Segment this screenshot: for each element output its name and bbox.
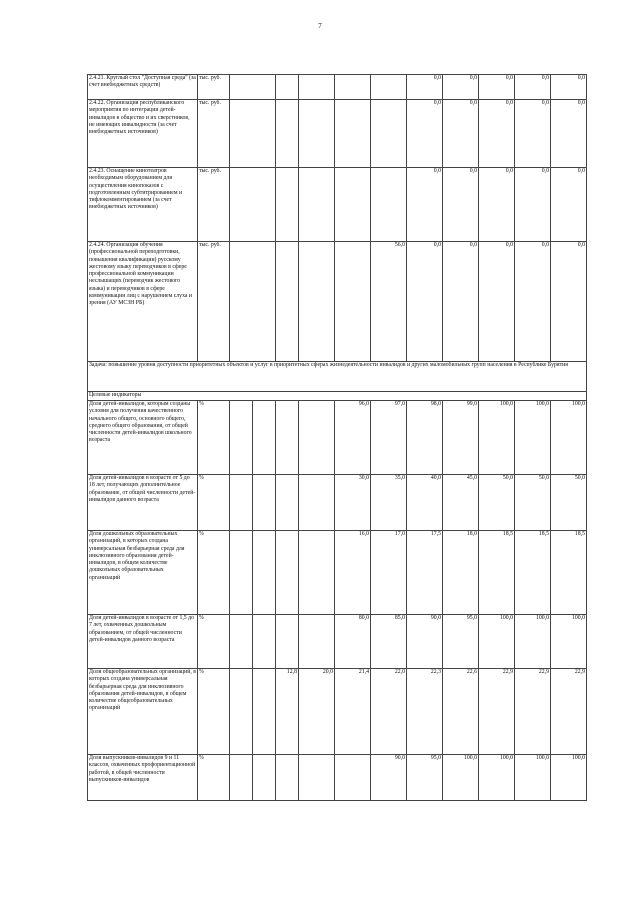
value-cell: 0,0 xyxy=(407,242,443,362)
indicator-value-cell: 100,0 xyxy=(515,615,551,669)
indicator-value-cell: 100,0 xyxy=(479,755,515,801)
value-cell xyxy=(335,75,371,100)
value-cell xyxy=(371,75,407,100)
indicator-value-cell xyxy=(335,755,371,801)
value-cell: 0,0 xyxy=(515,75,551,100)
indicator-name: Доля выпускников-инвалидов 9 и 11 классов, охваченных профориентационной работой, в общей численности выпускников-инвалидов xyxy=(88,755,198,801)
indicator-value-cell: 18,5 xyxy=(479,531,515,615)
indicator-value-cell: 97,0 xyxy=(371,401,407,475)
indicator-value-cell xyxy=(230,755,253,801)
indicator-value-cell xyxy=(276,475,299,531)
value-cell xyxy=(230,242,276,362)
value-cell: 0,0 xyxy=(515,168,551,242)
value-cell: 0,0 xyxy=(443,168,479,242)
indicators-header: Целевые индикаторы xyxy=(88,392,587,401)
indicator-value-cell: 20,0 xyxy=(299,669,335,755)
value-cell: 0,0 xyxy=(515,242,551,362)
indicator-value-cell: 22,6 xyxy=(443,669,479,755)
indicator-value-cell: 22,9 xyxy=(479,669,515,755)
row-name: 2.4.23. Оснащение кинотеатров необходимым оборудованием для осуществления кинопоказов с подготовленным субтитрированием и тифлокомментированием (за счет внебюджетных источников) xyxy=(88,168,198,242)
page-number: 7 xyxy=(318,22,322,30)
indicator-value-cell: 12,8 xyxy=(276,669,299,755)
indicator-value-cell: 18,5 xyxy=(551,531,587,615)
row-unit: тыс. руб. xyxy=(198,100,230,168)
indicator-value-cell: 50,0 xyxy=(479,475,515,531)
table-row xyxy=(88,100,587,168)
value-cell: 0,0 xyxy=(443,100,479,168)
value-cell: 0,0 xyxy=(407,100,443,168)
indicator-value-cell: 100,0 xyxy=(479,401,515,475)
value-cell xyxy=(299,168,335,242)
indicator-value-cell xyxy=(276,755,299,801)
row-name: 2.4.22. Организация республиканского мероприятия по интеграции детей-инвалидов в общество и их сверстников, не имеющих инвалидности (за счет внебюджетных источников) xyxy=(88,100,198,168)
indicators-header-row xyxy=(88,392,587,401)
indicator-name: Доля дошкольных образовательных организаций, в которых создана универсальная безбарьерная среда для инклюзивного образования детей-инвалидов, в общем количестве дошкольных образовательных организаций xyxy=(88,531,198,615)
indicator-unit: % xyxy=(198,669,230,755)
indicator-value-cell xyxy=(299,475,335,531)
indicator-value-cell: 100,0 xyxy=(551,755,587,801)
indicator-value-cell: 17,0 xyxy=(371,531,407,615)
indicator-value-cell: 30,0 xyxy=(335,475,371,531)
indicator-value-cell xyxy=(230,669,253,755)
indicator-value-cell: 90,0 xyxy=(371,755,407,801)
indicator-value-cell: 45,0 xyxy=(443,475,479,531)
indicator-value-cell: 22,3 xyxy=(407,669,443,755)
value-cell xyxy=(276,100,299,168)
indicator-unit: % xyxy=(198,401,230,475)
table-row xyxy=(88,531,587,615)
indicator-value-cell xyxy=(253,615,276,669)
indicator-value-cell: 50,0 xyxy=(551,475,587,531)
value-cell: 0,0 xyxy=(479,168,515,242)
value-cell: 0,0 xyxy=(479,242,515,362)
program-table xyxy=(87,74,587,801)
row-unit: тыс. руб. xyxy=(198,75,230,100)
value-cell: 0,0 xyxy=(551,242,587,362)
table-row xyxy=(88,669,587,755)
row-name: 2.4.21. Круглый стол "Доступная среда" (за счет внебюджетных средств) xyxy=(88,75,198,100)
indicator-name: Доля детей-инвалидов в возрасте от 5 до 18 лет, получающих дополнительное образование, от общей численности детей-инвалидов данного возраста xyxy=(88,475,198,531)
indicator-name: Доля детей-инвалидов в возрасте от 1,5 до 7 лет, охваченных дошкольным образованием, от общей численности детей-инвалидов данного возраста xyxy=(88,615,198,669)
value-cell: 0,0 xyxy=(479,100,515,168)
indicator-value-cell: 17,5 xyxy=(407,531,443,615)
indicator-value-cell: 100,0 xyxy=(515,401,551,475)
indicator-unit: % xyxy=(198,531,230,615)
indicator-value-cell: 85,0 xyxy=(371,615,407,669)
indicator-value-cell xyxy=(253,669,276,755)
indicator-unit: % xyxy=(198,755,230,801)
table-row xyxy=(88,755,587,801)
indicator-value-cell: 22,9 xyxy=(551,669,587,755)
indicator-value-cell: 40,0 xyxy=(407,475,443,531)
indicator-value-cell xyxy=(276,615,299,669)
indicator-value-cell: 22,0 xyxy=(371,669,407,755)
row-unit: тыс. руб. xyxy=(198,168,230,242)
indicator-value-cell: 99,0 xyxy=(443,401,479,475)
table-row xyxy=(88,242,587,362)
table-row xyxy=(88,75,587,100)
value-cell: 0,0 xyxy=(551,100,587,168)
table-row xyxy=(88,615,587,669)
value-cell: 0,0 xyxy=(407,168,443,242)
indicator-value-cell: 90,0 xyxy=(407,615,443,669)
indicator-value-cell: 100,0 xyxy=(443,755,479,801)
value-cell xyxy=(230,100,276,168)
indicator-value-cell: 100,0 xyxy=(551,615,587,669)
row-name: 2.4.24. Организация обучения (профессиональной переподготовки, повышения квалификации) русскому жестовому языку переводчиков в сфере профессиональной коммуникации неслышащих (переводчик жестового языка) и переводчиков в сфере коммуникации лиц с нарушением слуха и зрения (АУ МСЗН РБ) xyxy=(88,242,198,362)
indicator-value-cell: 50,0 xyxy=(515,475,551,531)
value-cell xyxy=(230,168,276,242)
indicator-value-cell: 100,0 xyxy=(515,755,551,801)
value-cell xyxy=(335,100,371,168)
value-cell: 0,0 xyxy=(407,75,443,100)
indicator-value-cell xyxy=(230,531,253,615)
value-cell: 0,0 xyxy=(443,242,479,362)
indicator-value-cell: 80,0 xyxy=(335,615,371,669)
value-cell xyxy=(335,242,371,362)
indicator-name: Доля общеобразовательных организаций, в которых создана универсальная безбарьерная среда для инклюзивного образования детей-инвалидов, в общем количестве общеобразовательных организаций xyxy=(88,669,198,755)
value-cell: 0,0 xyxy=(515,100,551,168)
indicator-value-cell xyxy=(253,401,276,475)
indicator-value-cell xyxy=(299,531,335,615)
indicator-value-cell xyxy=(299,755,335,801)
indicator-name: Доля детей-инвалидов, которым созданы условия для получения качественного начального общего, основного общего, среднего общего образования, от общей численности детей-инвалидов школьного возраста xyxy=(88,401,198,475)
value-cell xyxy=(299,100,335,168)
value-cell: 0,0 xyxy=(551,75,587,100)
value-cell xyxy=(371,168,407,242)
indicator-value-cell: 35,0 xyxy=(371,475,407,531)
indicator-value-cell: 96,0 xyxy=(335,401,371,475)
indicator-value-cell xyxy=(230,401,253,475)
table-row xyxy=(88,168,587,242)
value-cell: 0,0 xyxy=(443,75,479,100)
indicator-unit: % xyxy=(198,475,230,531)
value-cell: 0,0 xyxy=(479,75,515,100)
row-unit: тыс. руб. xyxy=(198,242,230,362)
indicator-value-cell: 22,9 xyxy=(515,669,551,755)
indicator-value-cell: 21,4 xyxy=(335,669,371,755)
value-cell xyxy=(230,75,276,100)
table-row xyxy=(88,475,587,531)
value-cell xyxy=(276,168,299,242)
indicator-unit: % xyxy=(198,615,230,669)
value-cell xyxy=(371,100,407,168)
indicator-value-cell: 100,0 xyxy=(479,615,515,669)
indicator-value-cell: 18,5 xyxy=(515,531,551,615)
indicator-value-cell: 95,0 xyxy=(407,755,443,801)
indicator-value-cell: 16,0 xyxy=(335,531,371,615)
indicator-value-cell: 95,0 xyxy=(443,615,479,669)
table-row xyxy=(88,401,587,475)
value-cell xyxy=(299,75,335,100)
indicator-value-cell xyxy=(276,401,299,475)
indicator-value-cell: 98,0 xyxy=(407,401,443,475)
value-cell xyxy=(276,75,299,100)
indicator-value-cell xyxy=(230,615,253,669)
value-cell: 56,0 xyxy=(371,242,407,362)
indicator-value-cell xyxy=(230,475,253,531)
indicator-value-cell xyxy=(253,475,276,531)
value-cell xyxy=(335,168,371,242)
indicator-value-cell: 18,0 xyxy=(443,531,479,615)
indicator-value-cell xyxy=(253,531,276,615)
indicator-value-cell xyxy=(276,531,299,615)
value-cell xyxy=(299,242,335,362)
indicator-value-cell xyxy=(253,755,276,801)
indicator-value-cell: 100,0 xyxy=(551,401,587,475)
value-cell xyxy=(276,242,299,362)
value-cell: 0,0 xyxy=(551,168,587,242)
task-text: Задача: повышение уровня доступности приоритетных объектов и услуг в приоритетных сферах жизнедеятельности инвалидов и других маломобильных групп населения в Республике Бурятия xyxy=(88,362,587,392)
indicator-value-cell xyxy=(299,401,335,475)
task-row xyxy=(88,362,587,392)
indicator-value-cell xyxy=(299,615,335,669)
